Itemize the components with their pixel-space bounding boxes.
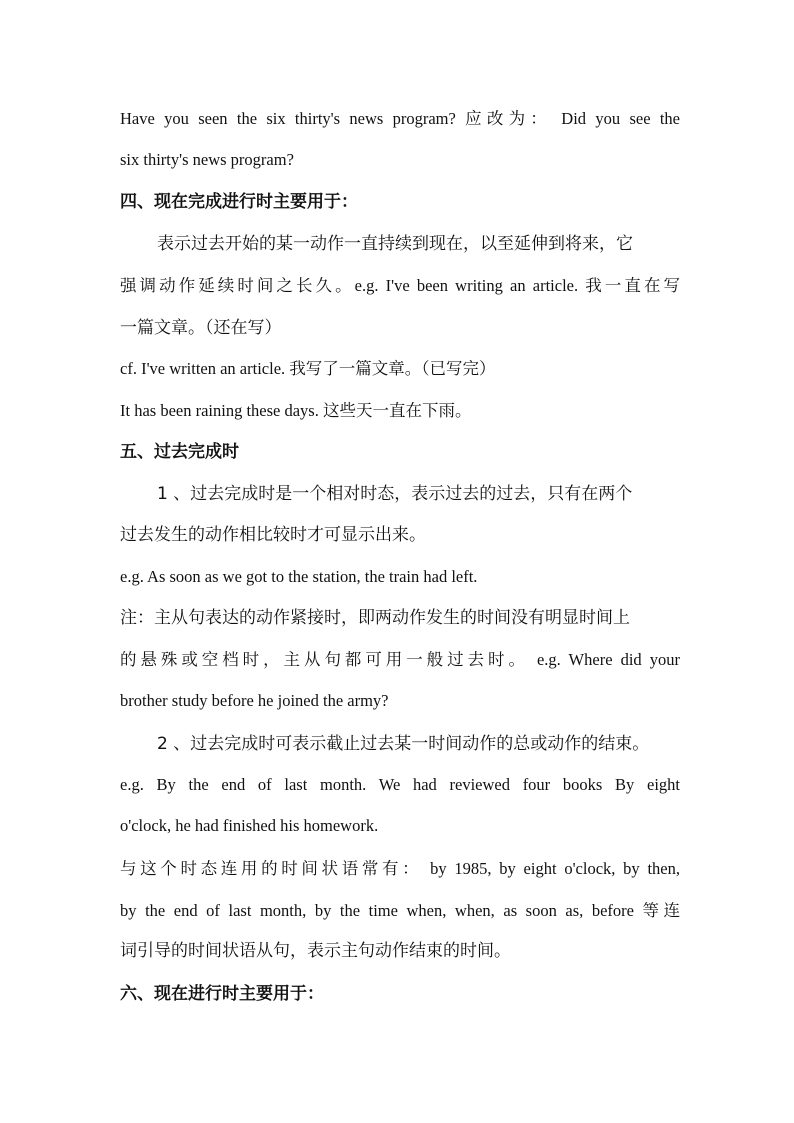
text-line: 与这个时态连用的时间状语常有： by 1985, by eight o'clock, by then,	[120, 859, 680, 878]
text-line: cf. I've written an article. 我写了一篇文章。（已写完）	[120, 359, 496, 378]
text-line: 表示过去开始的某一动作一直持续到现在，以至延伸到将来，它	[157, 234, 633, 254]
text-line: 强调动作延续时间之长久。e.g. I've been writing an article. 我一直在写	[120, 276, 680, 295]
text-line: o'clock, he had finished his homework.	[120, 816, 379, 835]
text-line: e.g. As soon as we got to the station, the train had left.	[120, 567, 478, 586]
text-line: 词引导的时间状语从句，表示主句动作结束的时间。	[120, 941, 511, 961]
text-line: 注：主从句表达的动作紧接时，即两动作发生的时间没有明显时间上	[120, 608, 630, 628]
section-heading: 五、过去完成时	[120, 442, 239, 462]
text-line: six thirty's news program?	[120, 150, 294, 169]
section-heading: 六、现在进行时主要用于：	[120, 984, 324, 1004]
text-line: It has been raining these days. 这些天一直在下雨。	[120, 401, 472, 420]
text-line: Have you seen the six thirty's news program? 应改为： Did you see the	[120, 109, 680, 128]
text-line: 1 、过去完成时是一个相对时态，表示过去的过去，只有在两个	[157, 484, 633, 504]
text-line: by the end of last month, by the time when, when, as soon as, before 等连	[120, 901, 680, 920]
text-line: e.g. By the end of last month. We had reviewed four books By eight	[120, 775, 680, 794]
text-line: brother study before he joined the army?	[120, 691, 389, 710]
text-line: 2 、过去完成时可表示截止过去某一时间动作的总或动作的结束。	[157, 734, 650, 754]
section-heading: 四、现在完成进行时主要用于：	[120, 192, 358, 212]
text-line: 的悬殊或空档时，主从句都可用一般过去时。 e.g. Where did your	[120, 650, 680, 669]
text-line: 过去发生的动作相比较时才可显示出来。	[120, 525, 426, 545]
text-line: 一篇文章。（还在写）	[120, 318, 282, 338]
